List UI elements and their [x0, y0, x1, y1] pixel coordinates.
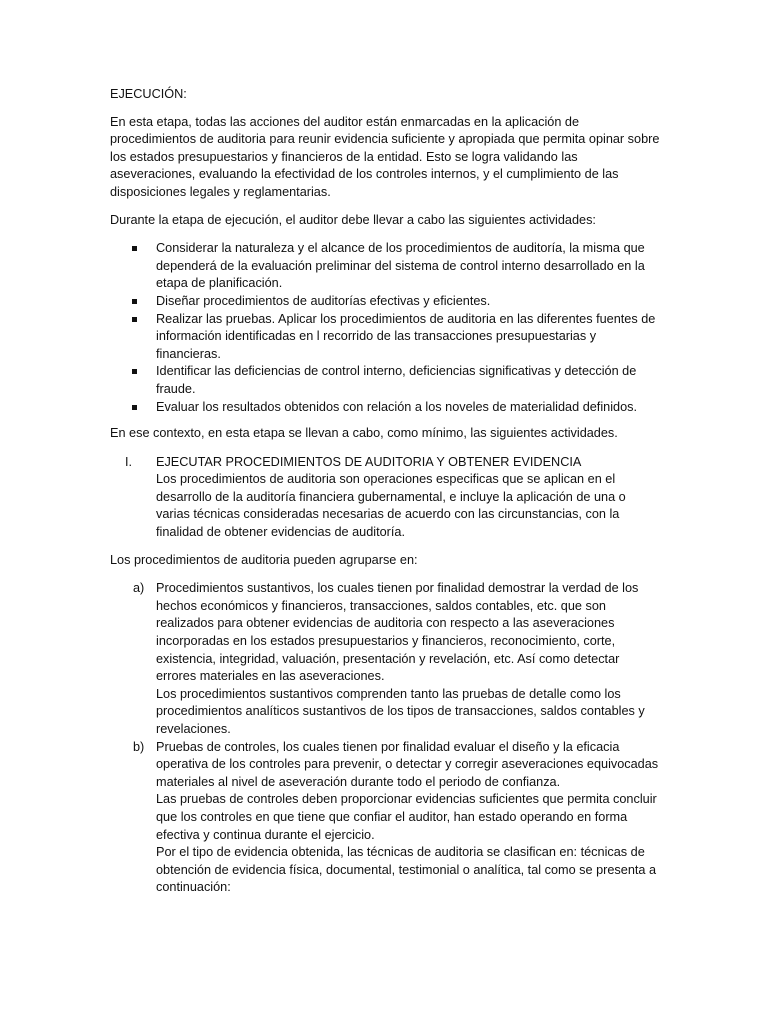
section-heading: EJECUCIÓN:	[110, 87, 187, 101]
activities-intro: Durante la etapa de ejecución, el auditor debe llevar a cabo las siguientes actividades:	[110, 212, 596, 227]
alpha-item-text: Procedimientos sustantivos, los cuales tienen por finalidad demostrar la verdad de los hechos económicos y financieros, transacciones, saldos contables, etc. que son realizados para obtener evidencias de auditoria con respecto a las aseveraciones incorporadas en los estados presupuestarios y financieros, reconocimiento, corte, existencia, integridad, valuación, presentación y revelación, etc. Así como detectar errores materiales en las aseveraciones.	[156, 581, 639, 684]
list-item-text: Evaluar los resultados obtenidos con relación a los noveles de materialidad definidos.	[156, 399, 638, 414]
alpha-list	[110, 580, 662, 897]
alpha-item-a	[110, 580, 662, 738]
roman-list	[110, 454, 662, 542]
alpha-item-text: Pruebas de controles, los cuales tienen por finalidad evaluar el diseño y la eficacia operativa de los controles para prevenir, o detectar y corregir aseveraciones equivocadas materiales al nivel de aseveración durante todo el periodo de confianza.	[156, 739, 659, 789]
list-item-text: Realizar las pruebas. Aplicar los procedimientos de auditoria en las diferentes fuentes de información identificadas en l recorrido de las transacciones presupuestarias y financieras.	[156, 311, 656, 361]
list-item	[110, 240, 662, 293]
list-item	[110, 399, 662, 417]
bullet-icon	[132, 317, 137, 322]
list-item	[110, 293, 662, 311]
roman-numeral: I.	[125, 454, 133, 469]
context-paragraph: En ese contexto, en esta etapa se llevan a cabo, como mínimo, las siguientes actividades.	[110, 426, 618, 441]
alpha-item-b	[110, 739, 662, 897]
bullet-icon	[132, 405, 137, 410]
groups-intro: Los procedimientos de auditoria pueden agruparse en:	[110, 552, 418, 567]
intro-paragraph: En esta etapa, todas las acciones del auditor están enmarcadas en la aplicación de procedimientos de auditoria para reunir evidencia suficiente y apropiada que permita opinar sobre los estados presupuestarios y financieros de la entidad. Esto se logra validando las aseveraciones, evaluando la efectividad de los controles internos, y el cumplimiento de las disposiciones legales y reglamentarias.	[110, 114, 660, 199]
roman-item	[110, 454, 662, 542]
alpha-item-text: Por el tipo de evidencia obtenida, las técnicas de auditoria se clasifican en: técnicas de obtención de evidencia física, documental, testimonial o analítica, tal como se presenta a continuación:	[156, 845, 657, 895]
activities-list	[110, 240, 662, 416]
roman-item-title: EJECUTAR PROCEDIMIENTOS DE AUDITORIA Y OBTENER EVIDENCIA	[156, 454, 582, 469]
document-body	[110, 86, 662, 897]
list-item-text: Identificar las deficiencias de control interno, deficiencias significativas y detección de fraude.	[156, 364, 637, 396]
alpha-letter: a)	[133, 581, 145, 596]
bullet-icon	[132, 369, 137, 374]
alpha-item-text: Las pruebas de controles deben proporcionar evidencias suficientes que permita concluir que los controles en que tiene que confiar el auditor, han estado operando en forma efectiva y continua durante el ejercicio.	[156, 792, 657, 842]
bullet-icon	[132, 299, 137, 304]
list-item	[110, 311, 662, 364]
list-item-text: Considerar la naturaleza y el alcance de los procedimientos de auditoría, la misma que dependerá de la evaluación preliminar del sistema de control interno desarrollado en la etapa de planificación.	[156, 241, 645, 291]
alpha-item-text: Los procedimientos sustantivos comprenden tanto las pruebas de detalle como los procedimientos analíticos sustantivos de los tipos de transacciones, saldos contables y revelaciones.	[156, 686, 645, 736]
list-item	[110, 363, 662, 398]
alpha-letter: b)	[133, 739, 145, 754]
bullet-icon	[132, 246, 137, 251]
list-item-text: Diseñar procedimientos de auditorías efectivas y eficientes.	[156, 293, 491, 308]
roman-item-body: Los procedimientos de auditoria son operaciones especificas que se aplican en el desarrollo de la auditoría financiera gubernamental, e incluye la aplicación de una o varias técnicas consideradas necesarias de acuerdo con las circunstancias, con la finalidad de obtener evidencias de auditoría.	[156, 472, 626, 540]
